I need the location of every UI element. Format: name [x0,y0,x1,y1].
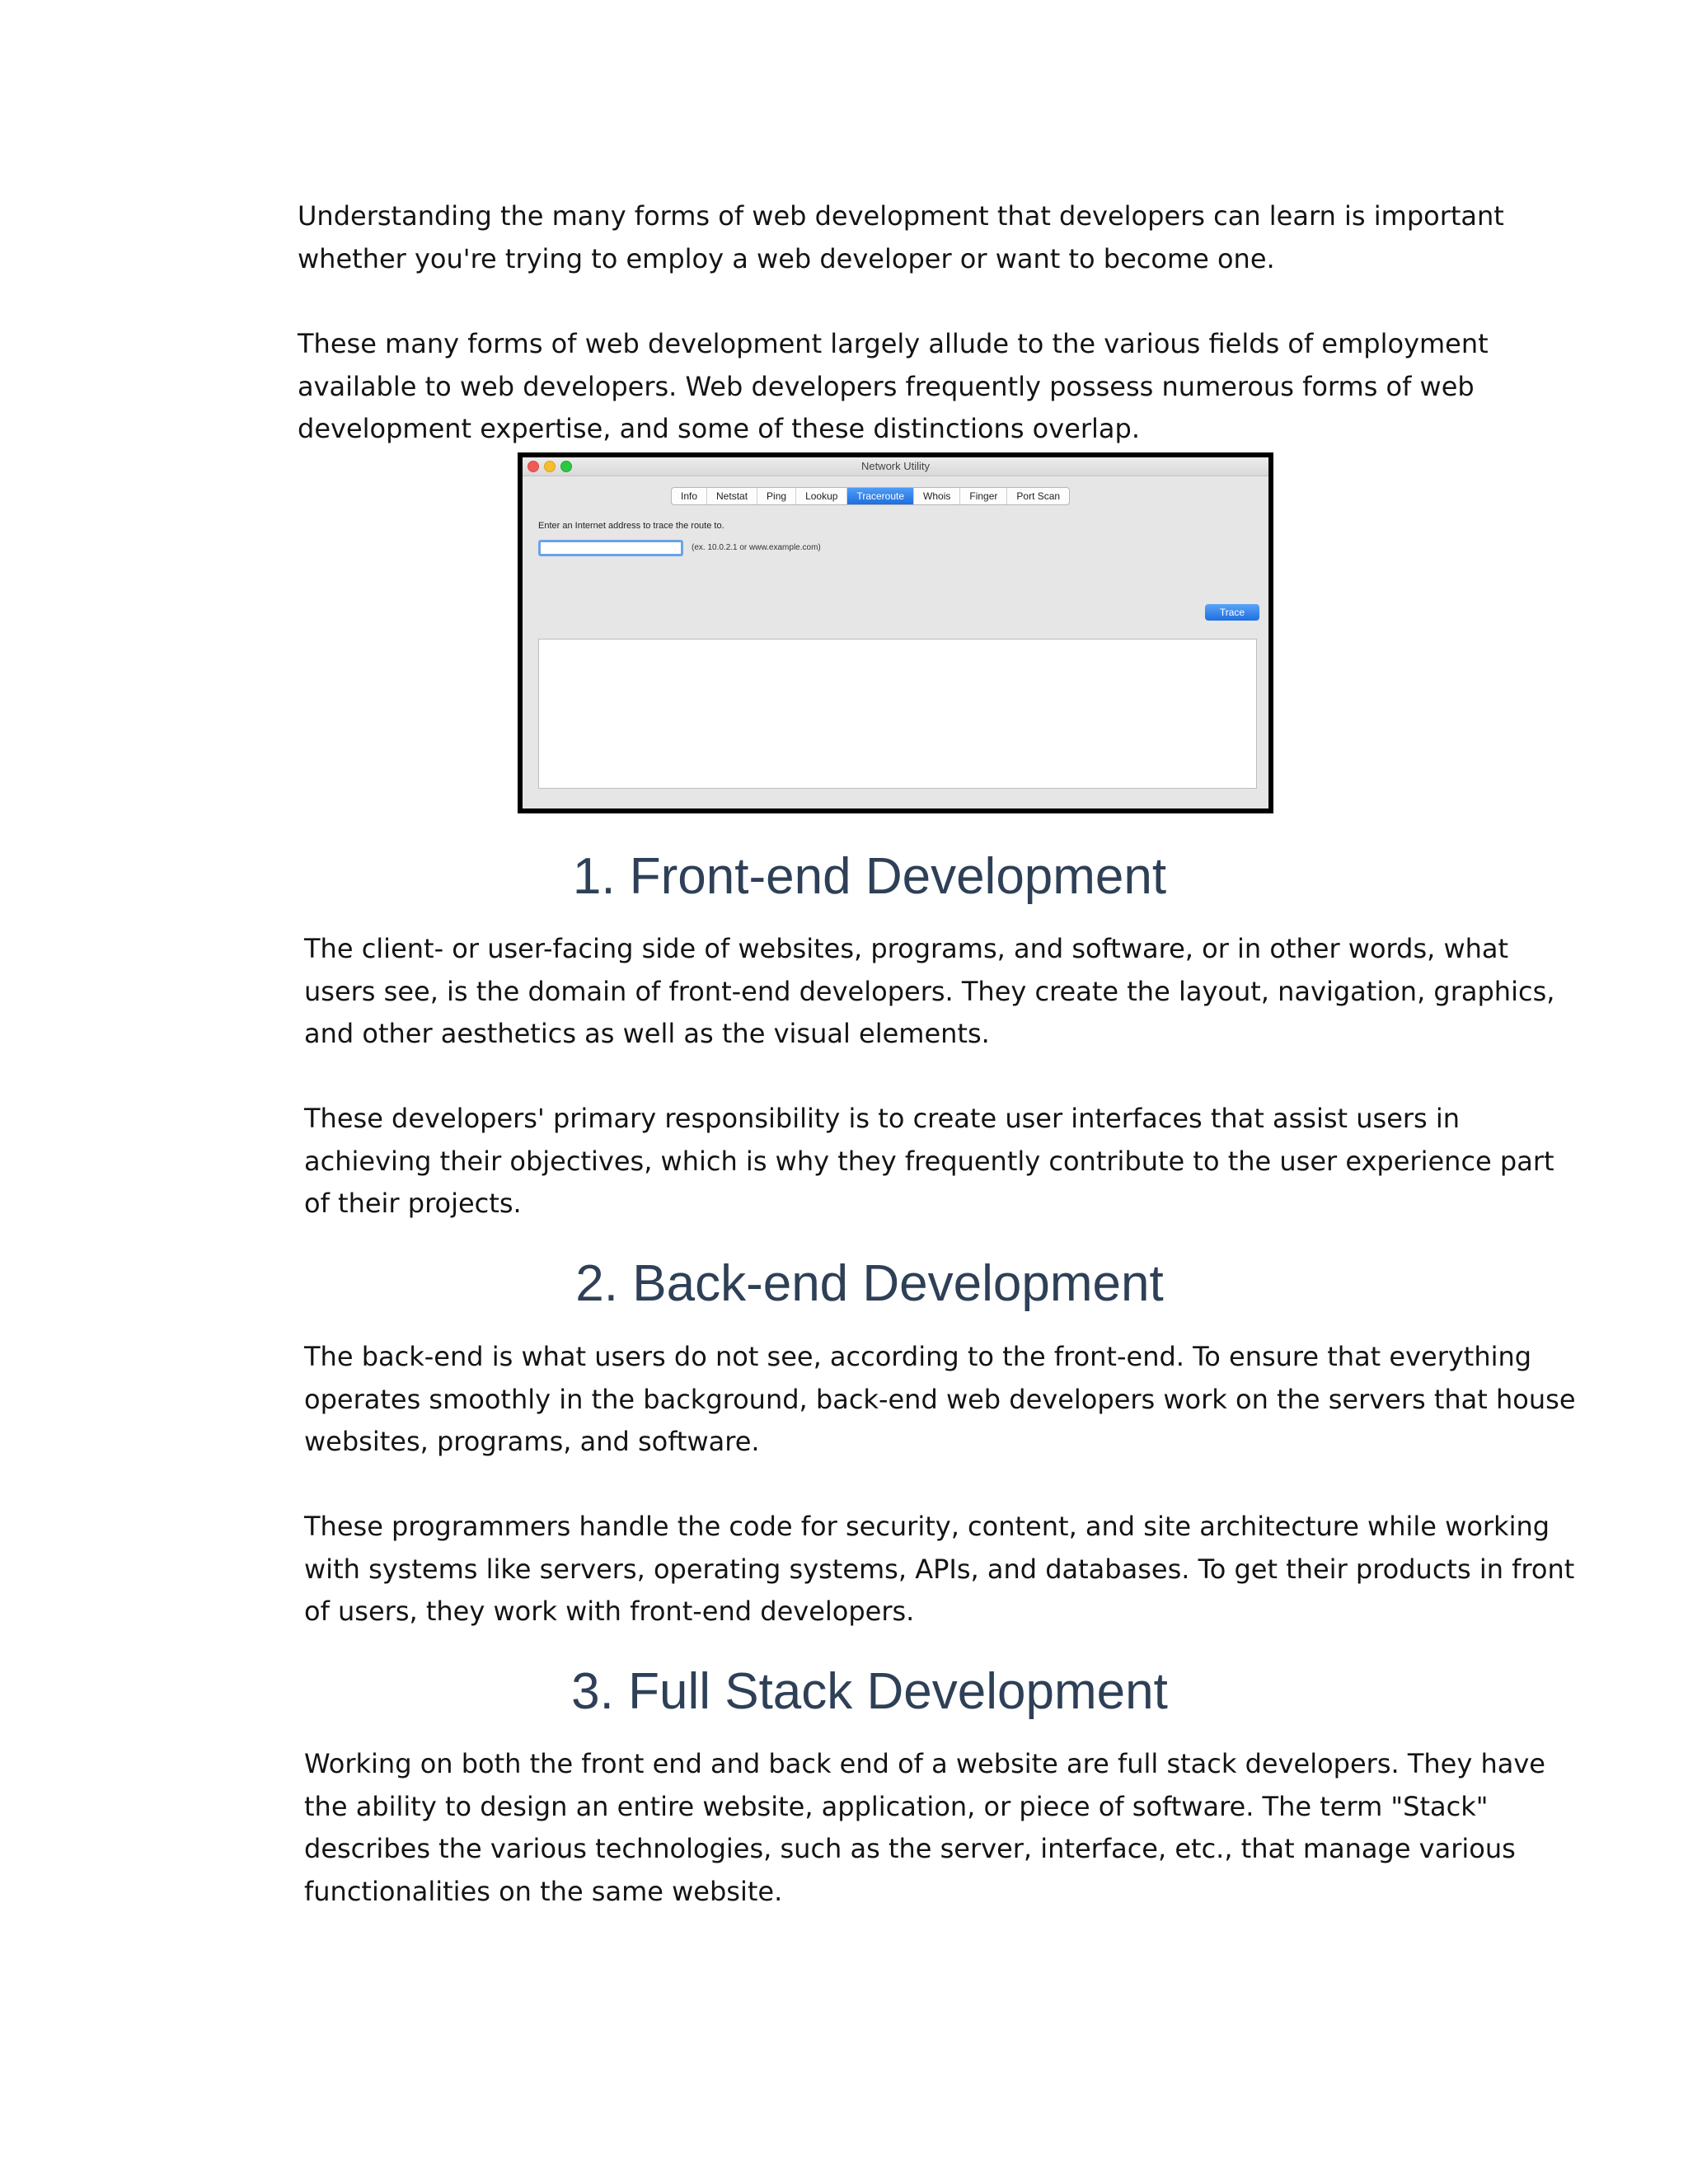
text-line: the ability to design an entire website, application, or piece of software. The term "Stack" [304,1790,1489,1822]
text-line: websites, programs, and software. [304,1426,760,1457]
text-line: users see, is the domain of front-end developers. They create the layout, navigation, graphics, [304,975,1555,1007]
intro-paragraph-2 [298,323,1489,451]
address-input[interactable] [538,540,683,556]
text-line: development expertise, and some of these distinctions overlap. [298,413,1141,444]
tab-netstat[interactable]: Netstat [707,488,757,504]
back-end-paragraph-1 [304,1336,1576,1464]
window-titlebar [523,457,1268,476]
trace-prompt-label: Enter an Internet address to trace the route to. [538,521,724,531]
intro-paragraph-1 [298,195,1504,280]
text-line: These programmers handle the code for security, content, and site architecture while working [304,1511,1550,1542]
front-end-paragraph-1 [304,928,1554,1056]
text-line: whether you're trying to employ a web developer or want to become one. [298,242,1275,274]
section-heading-full-stack: 3. Full Stack Development [571,1663,1168,1720]
tab-info[interactable]: Info [672,488,707,504]
text-line: and other aesthetics as well as the visual elements. [304,1018,990,1049]
window-title: Network Utility [860,460,931,472]
text-line: Working on both the front end and back end of a website are full stack developers. They have [304,1748,1545,1779]
tab-bar [671,487,1070,505]
text-line: The back-end is what users do not see, according to the front-end. To ensure that everything [304,1341,1532,1372]
tab-whois[interactable]: Whois [914,488,960,504]
trace-button[interactable]: Trace [1205,604,1259,621]
text-line: Understanding the many forms of web development that developers can learn is important [298,200,1504,232]
back-end-paragraph-2 [304,1506,1574,1633]
text-line: The client- or user-facing side of websites, programs, and software, or in other words, what [304,933,1509,964]
text-line: achieving their objectives, which is why they frequently contribute to the user experience part [304,1145,1554,1177]
full-stack-paragraph-1 [304,1743,1545,1913]
text-line: describes the various technologies, such as the server, interface, etc., that manage various [304,1833,1516,1864]
network-utility-screenshot [518,452,1273,813]
text-line: operates smoothly in the background, back-end web developers work on the servers that house [304,1383,1576,1415]
address-hint: (ex. 10.0.2.1 or www.example.com) [692,543,821,552]
text-line: These many forms of web development largely allude to the various fields of employment [298,328,1489,359]
text-line: available to web developers. Web developers frequently possess numerous forms of web [298,370,1475,402]
text-line: with systems like servers, operating systems, APIs, and databases. To get their products in front [304,1553,1575,1585]
text-line: These developers' primary responsibility is to create user interfaces that assist users in [304,1103,1461,1134]
tab-finger[interactable]: Finger [960,488,1007,504]
tab-lookup[interactable]: Lookup [796,488,847,504]
tab-traceroute[interactable]: Traceroute [847,488,914,504]
text-line: functionalities on the same website. [304,1875,783,1907]
tab-port-scan[interactable]: Port Scan [1016,490,1061,502]
tab-ping[interactable]: Ping [757,488,796,504]
text-line: of their projects. [304,1188,522,1219]
front-end-paragraph-2 [304,1098,1554,1226]
section-heading-front-end: 1. Front-end Development [572,848,1167,905]
trace-output-area[interactable] [538,639,1257,789]
section-heading-back-end: 2. Back-end Development [575,1255,1164,1312]
text-line: of users, they work with front-end developers. [304,1596,915,1627]
